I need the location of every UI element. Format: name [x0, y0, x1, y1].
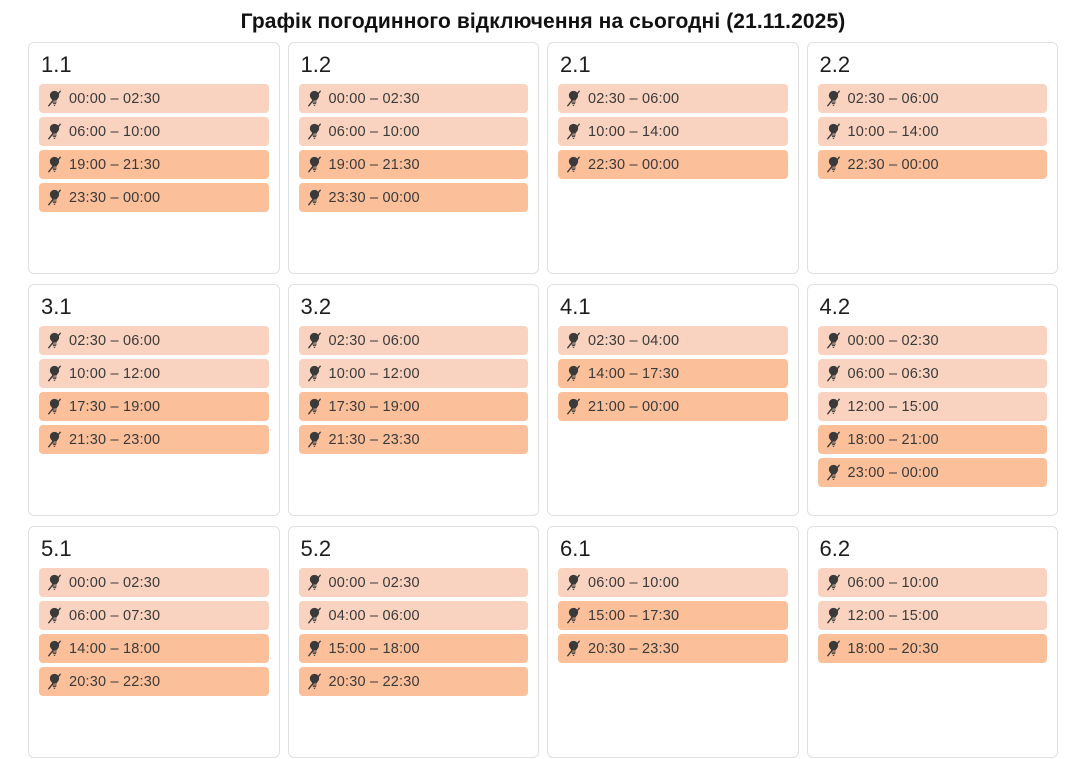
outage-slot-time: 17:30 – 19:00 [69, 398, 161, 415]
bulb-off-icon [47, 673, 62, 690]
outage-slot-time: 15:00 – 18:00 [328, 640, 420, 657]
outage-slot-time: 12:00 – 15:00 [847, 398, 939, 415]
outage-slot-time: 04:00 – 06:00 [328, 607, 420, 624]
bulb-off-icon [47, 189, 62, 206]
outage-slot-time: 18:00 – 21:00 [847, 431, 939, 448]
outage-slot [558, 568, 788, 597]
group-card [547, 526, 799, 758]
outage-slot-time: 23:00 – 00:00 [847, 464, 939, 481]
group-title: 4.2 [819, 294, 851, 319]
outage-slot-time: 14:00 – 17:30 [588, 365, 680, 382]
outage-slot [39, 634, 269, 663]
group-title: 1.1 [41, 52, 72, 77]
outage-slot-time: 23:30 – 00:00 [69, 189, 161, 206]
outage-slot-time: 06:00 – 07:30 [69, 607, 161, 624]
outage-slot-time: 12:00 – 15:00 [847, 607, 939, 624]
outage-slot [299, 84, 529, 113]
outage-slot-time: 02:30 – 06:00 [69, 332, 161, 349]
bulb-off-icon [826, 365, 841, 382]
group-title: 5.1 [41, 536, 72, 561]
outage-slot-time: 00:00 – 02:30 [328, 574, 420, 591]
outage-slot [299, 425, 529, 454]
outage-slot [299, 667, 529, 696]
bulb-off-icon [47, 123, 62, 140]
outage-slot-time: 06:00 – 10:00 [588, 574, 680, 591]
bulb-off-icon [307, 123, 322, 140]
outage-slot-time: 22:30 – 00:00 [588, 156, 680, 173]
page-title: Графік погодинного відключення на сьогодні (21.11.2025) [240, 10, 846, 33]
outage-slot-time: 18:00 – 20:30 [847, 640, 939, 657]
outage-slot [39, 84, 269, 113]
outage-slot-time: 06:00 – 10:00 [328, 123, 420, 140]
outage-slot-time: 10:00 – 12:00 [69, 365, 161, 382]
outage-slot-time: 00:00 – 02:30 [69, 90, 161, 107]
outage-slot-time: 02:30 – 04:00 [588, 332, 680, 349]
outage-slot [818, 568, 1048, 597]
bulb-off-icon [826, 156, 841, 173]
group-title: 3.1 [41, 294, 72, 319]
outage-slot-time: 00:00 – 02:30 [69, 574, 161, 591]
outage-slot-time: 02:30 – 06:00 [328, 332, 420, 349]
bulb-off-icon [826, 431, 841, 448]
outage-slot-time: 21:30 – 23:30 [328, 431, 420, 448]
bulb-off-icon [47, 431, 62, 448]
outage-slot-time: 00:00 – 02:30 [847, 332, 939, 349]
outage-slot-time: 10:00 – 14:00 [847, 123, 939, 140]
outage-slot [299, 634, 529, 663]
bulb-off-icon [307, 398, 322, 415]
outage-slot [299, 183, 529, 212]
outage-slot-time: 14:00 – 18:00 [69, 640, 161, 657]
outage-slot-time: 00:00 – 02:30 [328, 90, 420, 107]
outage-slot-time: 21:00 – 00:00 [588, 398, 680, 415]
outage-slot [299, 392, 529, 421]
group-card [547, 284, 799, 516]
outage-slot [39, 359, 269, 388]
bulb-off-icon [566, 640, 581, 657]
group-title: 2.2 [819, 52, 851, 77]
outage-slot [558, 117, 788, 146]
bulb-off-icon [307, 90, 322, 107]
outage-slot-time: 06:00 – 10:00 [69, 123, 161, 140]
outage-slot [558, 601, 788, 630]
group-card [547, 42, 799, 274]
outage-slot [558, 326, 788, 355]
groups-grid [0, 42, 1086, 758]
bulb-off-icon [826, 607, 841, 624]
bulb-off-icon [307, 189, 322, 206]
outage-slot-time: 17:30 – 19:00 [328, 398, 420, 415]
bulb-off-icon [826, 464, 841, 481]
outage-slot-time: 02:30 – 06:00 [588, 90, 680, 107]
bulb-off-icon [566, 332, 581, 349]
outage-slot [39, 326, 269, 355]
outage-slot [818, 117, 1048, 146]
outage-slot [818, 326, 1048, 355]
outage-slot-time: 20:30 – 23:30 [588, 640, 680, 657]
outage-slot [558, 359, 788, 388]
bulb-off-icon [826, 123, 841, 140]
bulb-off-icon [307, 431, 322, 448]
outage-slot [818, 458, 1048, 487]
bulb-off-icon [307, 673, 322, 690]
outage-slot [818, 392, 1048, 421]
bulb-off-icon [826, 332, 841, 349]
bulb-off-icon [566, 365, 581, 382]
bulb-off-icon [47, 574, 62, 591]
outage-slot [818, 359, 1048, 388]
outage-slot [558, 150, 788, 179]
group-card [807, 284, 1059, 516]
bulb-off-icon [47, 90, 62, 107]
group-title: 4.1 [560, 294, 591, 319]
bulb-off-icon [307, 365, 322, 382]
bulb-off-icon [307, 332, 322, 349]
bulb-off-icon [307, 156, 322, 173]
bulb-off-icon [566, 156, 581, 173]
outage-slot-time: 21:30 – 23:00 [69, 431, 161, 448]
group-card [288, 42, 540, 274]
group-title: 6.2 [819, 536, 851, 561]
group-title: 1.2 [300, 52, 332, 77]
bulb-off-icon [47, 640, 62, 657]
bulb-off-icon [566, 607, 581, 624]
outage-slot-time: 19:00 – 21:30 [69, 156, 161, 173]
outage-slot [558, 84, 788, 113]
outage-slot-time: 23:30 – 00:00 [328, 189, 420, 206]
outage-slot [39, 150, 269, 179]
group-card [288, 526, 540, 758]
outage-slot [818, 601, 1048, 630]
group-card [807, 42, 1059, 274]
outage-slot-time: 02:30 – 06:00 [847, 90, 939, 107]
outage-slot-time: 19:00 – 21:30 [328, 156, 420, 173]
bulb-off-icon [47, 156, 62, 173]
outage-slot-time: 20:30 – 22:30 [328, 673, 420, 690]
bulb-off-icon [826, 574, 841, 591]
bulb-off-icon [47, 607, 62, 624]
outage-slot-time: 22:30 – 00:00 [847, 156, 939, 173]
group-card [288, 284, 540, 516]
bulb-off-icon [47, 365, 62, 382]
outage-slot-time: 15:00 – 17:30 [588, 607, 680, 624]
outage-slot [299, 601, 529, 630]
outage-slot-time: 20:30 – 22:30 [69, 673, 161, 690]
outage-slot [299, 326, 529, 355]
outage-slot-time: 10:00 – 14:00 [588, 123, 680, 140]
outage-slot-time: 06:00 – 10:00 [847, 574, 939, 591]
bulb-off-icon [826, 90, 841, 107]
outage-slot [39, 392, 269, 421]
outage-slot [299, 117, 529, 146]
outage-slot [818, 634, 1048, 663]
outage-slot [39, 667, 269, 696]
bulb-off-icon [826, 640, 841, 657]
outage-slot [558, 392, 788, 421]
group-title: 5.2 [300, 536, 332, 561]
group-card [807, 526, 1059, 758]
outage-slot [818, 84, 1048, 113]
bulb-off-icon [47, 398, 62, 415]
outage-slot [558, 634, 788, 663]
outage-slot [299, 359, 529, 388]
bulb-off-icon [566, 90, 581, 107]
bulb-off-icon [566, 398, 581, 415]
group-title: 2.1 [560, 52, 591, 77]
outage-slot [39, 425, 269, 454]
bulb-off-icon [826, 398, 841, 415]
outage-slot [818, 425, 1048, 454]
outage-slot [39, 117, 269, 146]
bulb-off-icon [47, 332, 62, 349]
group-card [28, 284, 280, 516]
bulb-off-icon [307, 607, 322, 624]
outage-slot-time: 10:00 – 12:00 [328, 365, 420, 382]
group-title: 6.1 [560, 536, 591, 561]
outage-slot [39, 568, 269, 597]
group-card [28, 526, 280, 758]
group-title: 3.2 [300, 294, 332, 319]
group-card [28, 42, 280, 274]
outage-slot [299, 150, 529, 179]
outage-slot [39, 601, 269, 630]
outage-slot [818, 150, 1048, 179]
bulb-off-icon [307, 640, 322, 657]
outage-slot-time: 06:00 – 06:30 [847, 365, 939, 382]
bulb-off-icon [566, 123, 581, 140]
outage-slot [299, 568, 529, 597]
bulb-off-icon [566, 574, 581, 591]
outage-slot [39, 183, 269, 212]
bulb-off-icon [307, 574, 322, 591]
